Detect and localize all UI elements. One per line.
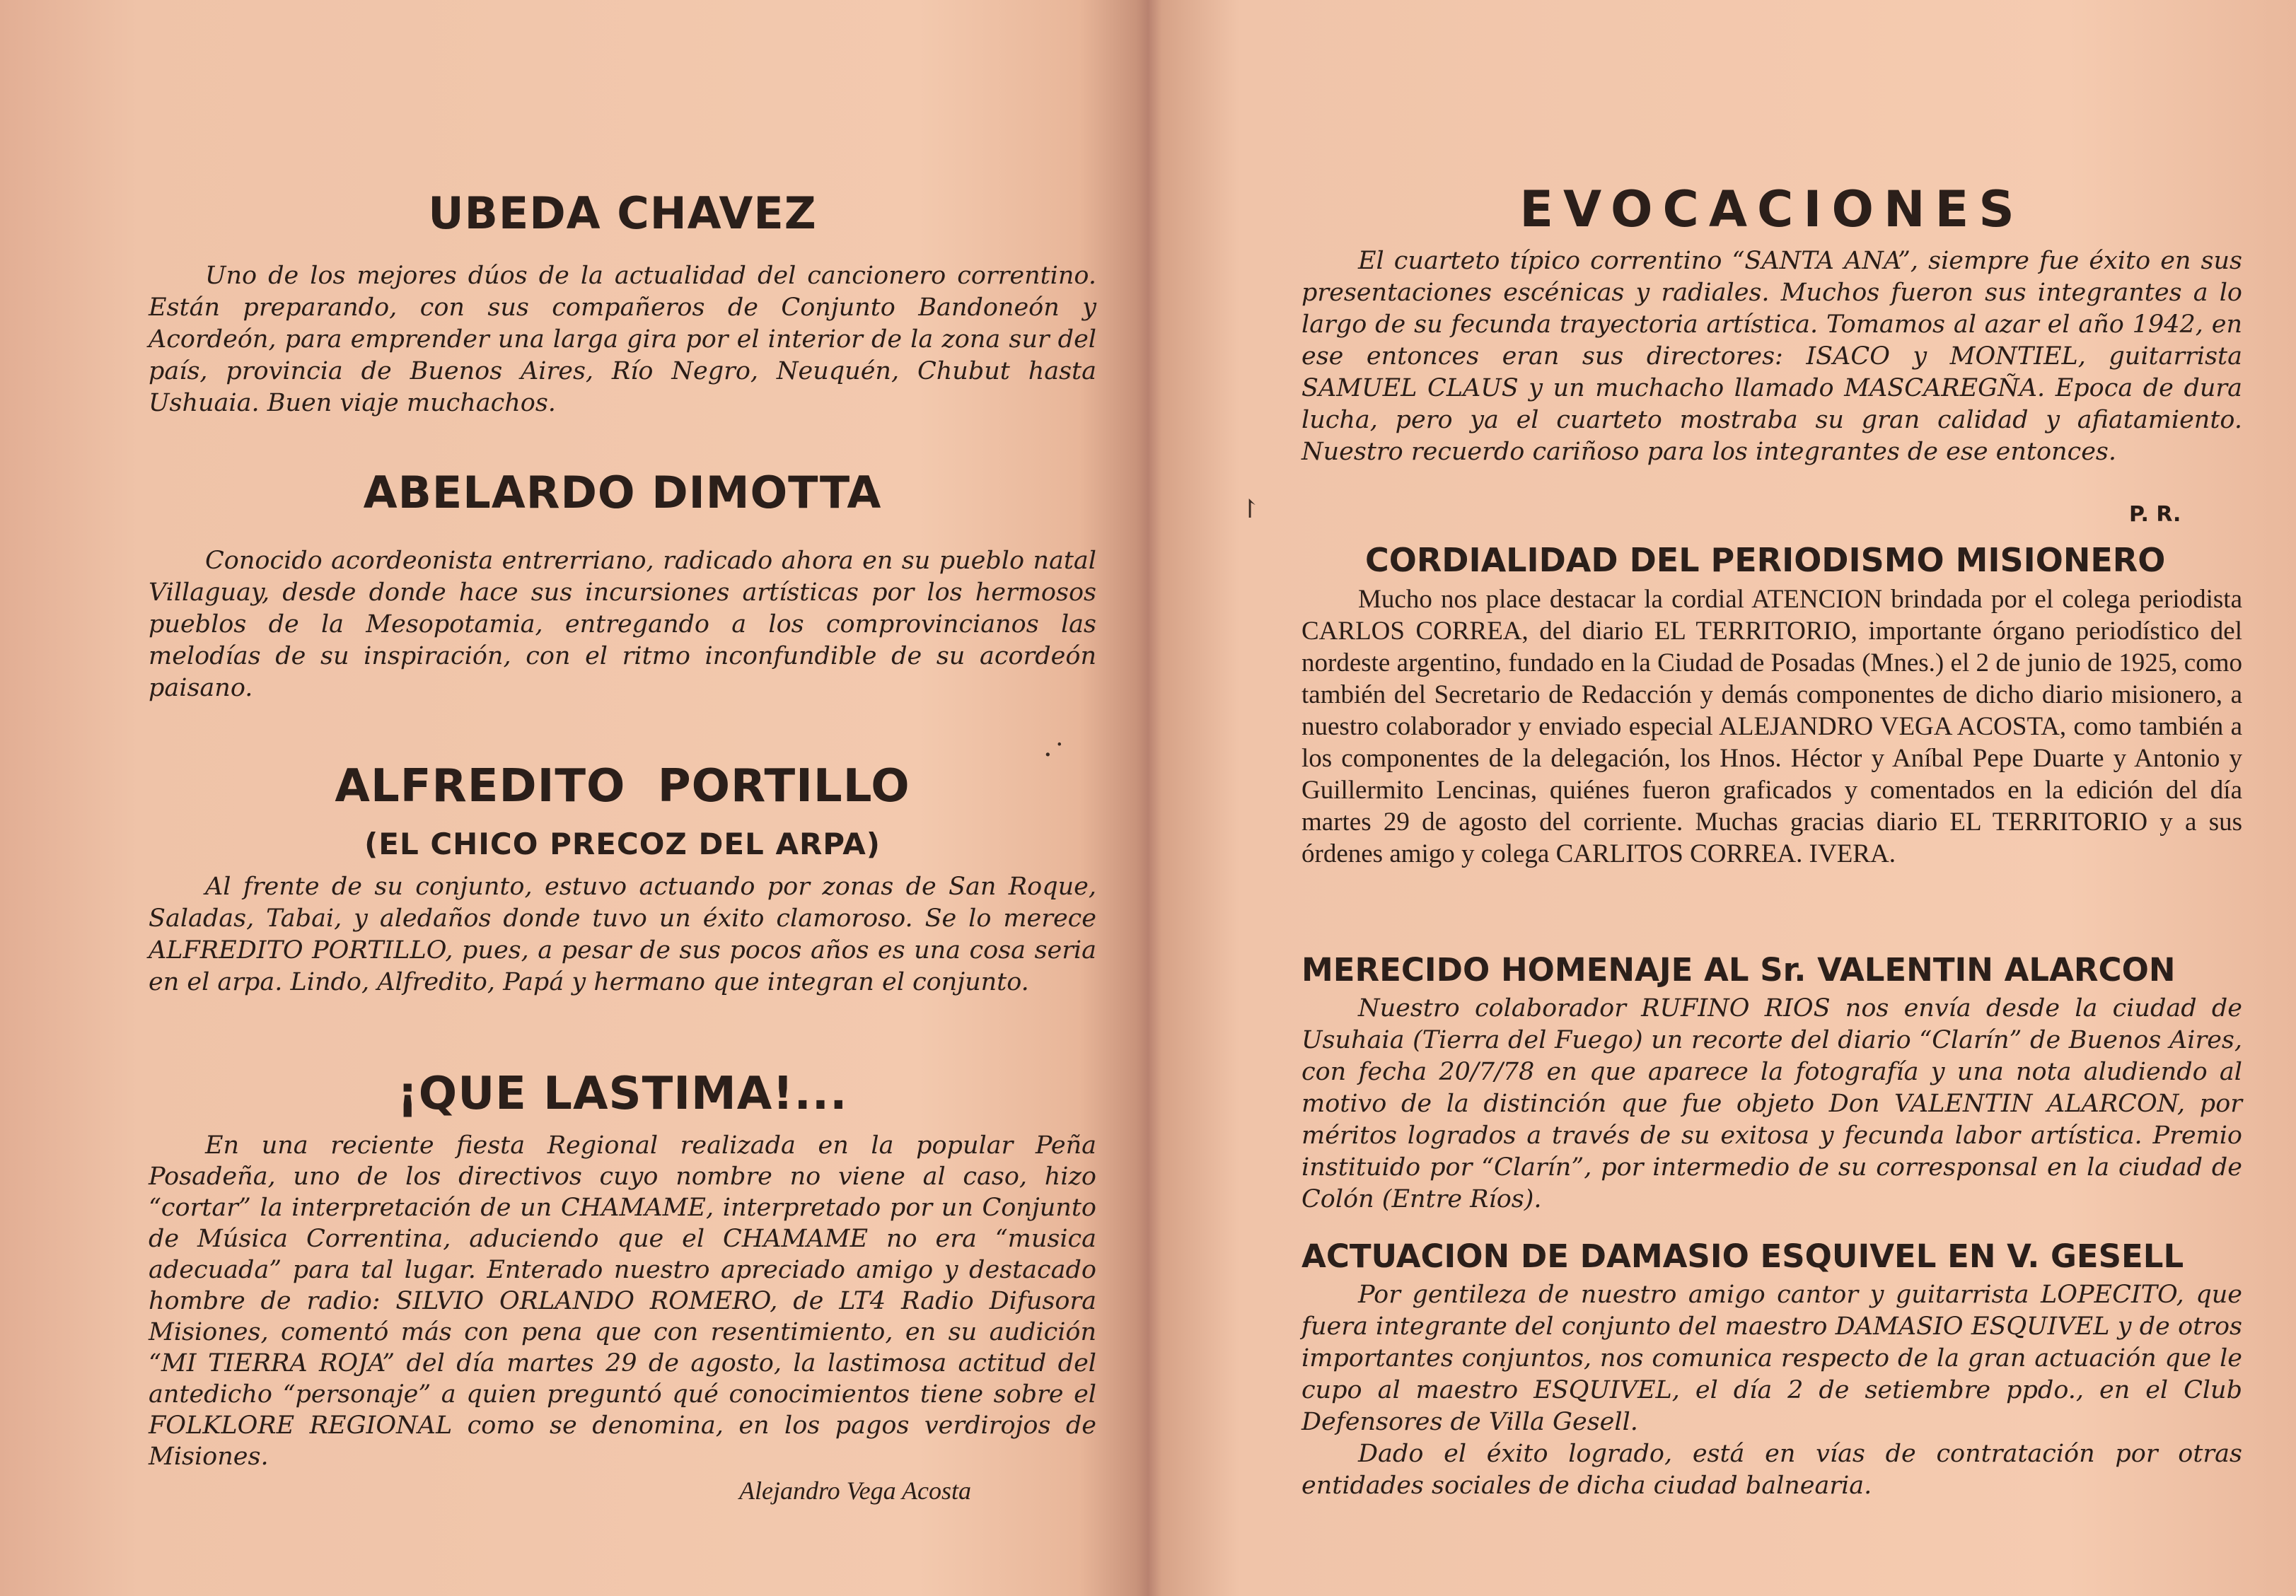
section-ubeda-chavez <box>149 187 1096 419</box>
section-cordialidad <box>1301 541 2242 870</box>
section-homenaje <box>1301 951 2242 1216</box>
section-title: CORDIALIDAD DEL PERIODISMO MISIONERO <box>1365 541 2166 579</box>
section-que-lastima <box>149 1068 1096 1472</box>
section-title: MERECIDO HOMENAJE AL Sr. VALENTIN ALARCON <box>1301 951 2176 989</box>
section-title: ¡QUE LASTIMA!... <box>397 1068 848 1120</box>
section-evocaciones <box>1301 180 2242 468</box>
author-initials: P. R. <box>2129 502 2181 527</box>
section-alfredito-portillo <box>149 760 1096 998</box>
section-text: El cuarteto típico correntino “SANTA ANA”, siempre fue éxito en sus presentaciones escénicas y radiales. Muchos fueron sus integrantes a lo largo de su fecunda trayectoria artística. Tomamos al azar el año 1942, en ese entonces eran sus directores: ISACO y MONTIEL, guitarrista SAMUEL CLAUS y un muchacho llamado MASCAREGÑA. Epoca de dura lucha, pero ya el cuarteto mostraba su gran calidad y afiatamiento. Nuestro recuerdo cariñoso para los integrantes de ese entonces. <box>1301 247 2242 466</box>
author-signature: Alejandro Vega Acosta <box>739 1476 971 1505</box>
section-subtitle: (EL CHICO PRECOZ DEL ARPA) <box>364 827 881 861</box>
section-text: Nuestro colaborador RUFINO RIOS nos envía desde la ciudad de Usuhaia (Tierra del Fuego) un recorte del diario “Clarín” de Buenos Aires, con fecha 20/7/78 en que aparece la fotografía y una nota aludiendo al motivo de la distinción que fue objeto Don VALENTIN ALARCON, por méritos logrados a través de su exitosa y fecunda labor artística. Premio instituido por “Clarín”, por intermedio de su corresponsal en la ciudad de Colón (Entre Ríos). <box>1301 994 2242 1213</box>
section-text: Mucho nos place destacar la cordial ATENCION brindada por el colega periodista CARLOS CORREA, del diario EL TERRITORIO, importante órgano periodístico del nordeste argentino, fundado en la Ciudad de Posadas (Mnes.) el 2 de junio de 1925, como también del Secretario de Redacción y demás componentes de dicho diario misionero, a nuestro colaborador y enviado especial ALEJANDRO VEGA ACOSTA, como también a los componentes de la delegación, los Hnos. Héctor y Aníbal Pepe Duarte y Antonio y Guillermito Lencinas, quiénes fueron graficados y comentados en la edición del día martes 29 de agosto del corriente. Muchas gracias diario EL TERRITORIO y a sus órdenes amigo y colega CARLITOS CORREA. IVERA. <box>1301 585 2242 868</box>
section-text: Por gentileza de nuestro amigo cantor y guitarrista LOPECITO, que fuera integrante del conjunto del maestro DAMASIO ESQUIVEL y de otros importantes conjuntos, nos comunica respecto de la gran actuación que le cupo al maestro ESQUIVEL, el día 2 de setiembre ppdo., en el Club Defensores de Villa Gesell. <box>1301 1281 2242 1436</box>
section-abelardo-dimotta <box>149 467 1096 704</box>
print-blemish: ↾ <box>1239 495 1261 524</box>
section-text: En una reciente fiesta Regional realizada en la popular Peña Posadeña, uno de los directivos cuyo nombre no viene al caso, hizo “cortar” la interpretación de un CHAMAME, interpretado por un Conjunto de Música Correntina, aduciendo que el CHAMAME no era “musica adecuada” para tal lugar. Enterado nuestro apreciado amigo y destacado hombre de radio: SILVIO ORLANDO ROMERO, de LT4 Radio Difusora Misiones, comentó más con pena que con resentimiento, en su audición “MI TIERRA ROJA” del día martes 29 de agosto, la lastimosa actitud del antedicho “personaje” a quien preguntó qué conocimientos tiene sobre el FOLKLORE REGIONAL como se denomina, en los pagos verdirojos de Misiones. <box>149 1131 1096 1471</box>
section-title: ABELARDO DIMOTTA <box>363 467 882 518</box>
section-title: ACTUACION DE DAMASIO ESQUIVEL EN V. GESELL <box>1301 1237 2184 1275</box>
print-blemish: ·˙ <box>1043 739 1067 771</box>
section-text: Dado el éxito logrado, está en vías de contratación por otras entidades sociales de dicha ciudad balnearia. <box>1301 1440 2242 1500</box>
section-actuacion <box>1301 1237 2242 1502</box>
section-title: UBEDA CHAVEZ <box>428 187 817 239</box>
section-text: Uno de los mejores dúos de la actualidad del cancionero correntino. Están preparando, con sus compañeros de Conjunto Bandoneón y Acordeón, para emprender una larga gira por el interior de la zona sur del país, provincia de Buenos Aires, Río Negro, Neuquén, Chubut hasta Ushuaia. Buen viaje muchachos. <box>149 262 1096 417</box>
left-page <box>0 0 1146 1596</box>
right-page <box>1160 0 2296 1596</box>
section-text: Conocido acordeonista entrerriano, radicado ahora en su pueblo natal Villaguay, desde donde hace sus incursiones artísticas por los hermosos pueblos de la Mesopotamia, entregando a los comprovincianos las melodías de su inspiración, con el ritmo inconfundible de su acordeón paisano. <box>149 547 1096 702</box>
section-text: Al frente de su conjunto, estuvo actuando por zonas de San Roque, Saladas, Tabai, y aledaños donde tuvo un éxito clamoroso. Se lo merece ALFREDITO PORTILLO, pues, a pesar de sus pocos años es una cosa seria en el arpa. Lindo, Alfredito, Papá y hermano que integran el conjunto. <box>149 873 1096 996</box>
section-title: EVOCACIONES <box>1519 180 2024 238</box>
section-title: ALFREDITO PORTILLO <box>335 760 910 812</box>
